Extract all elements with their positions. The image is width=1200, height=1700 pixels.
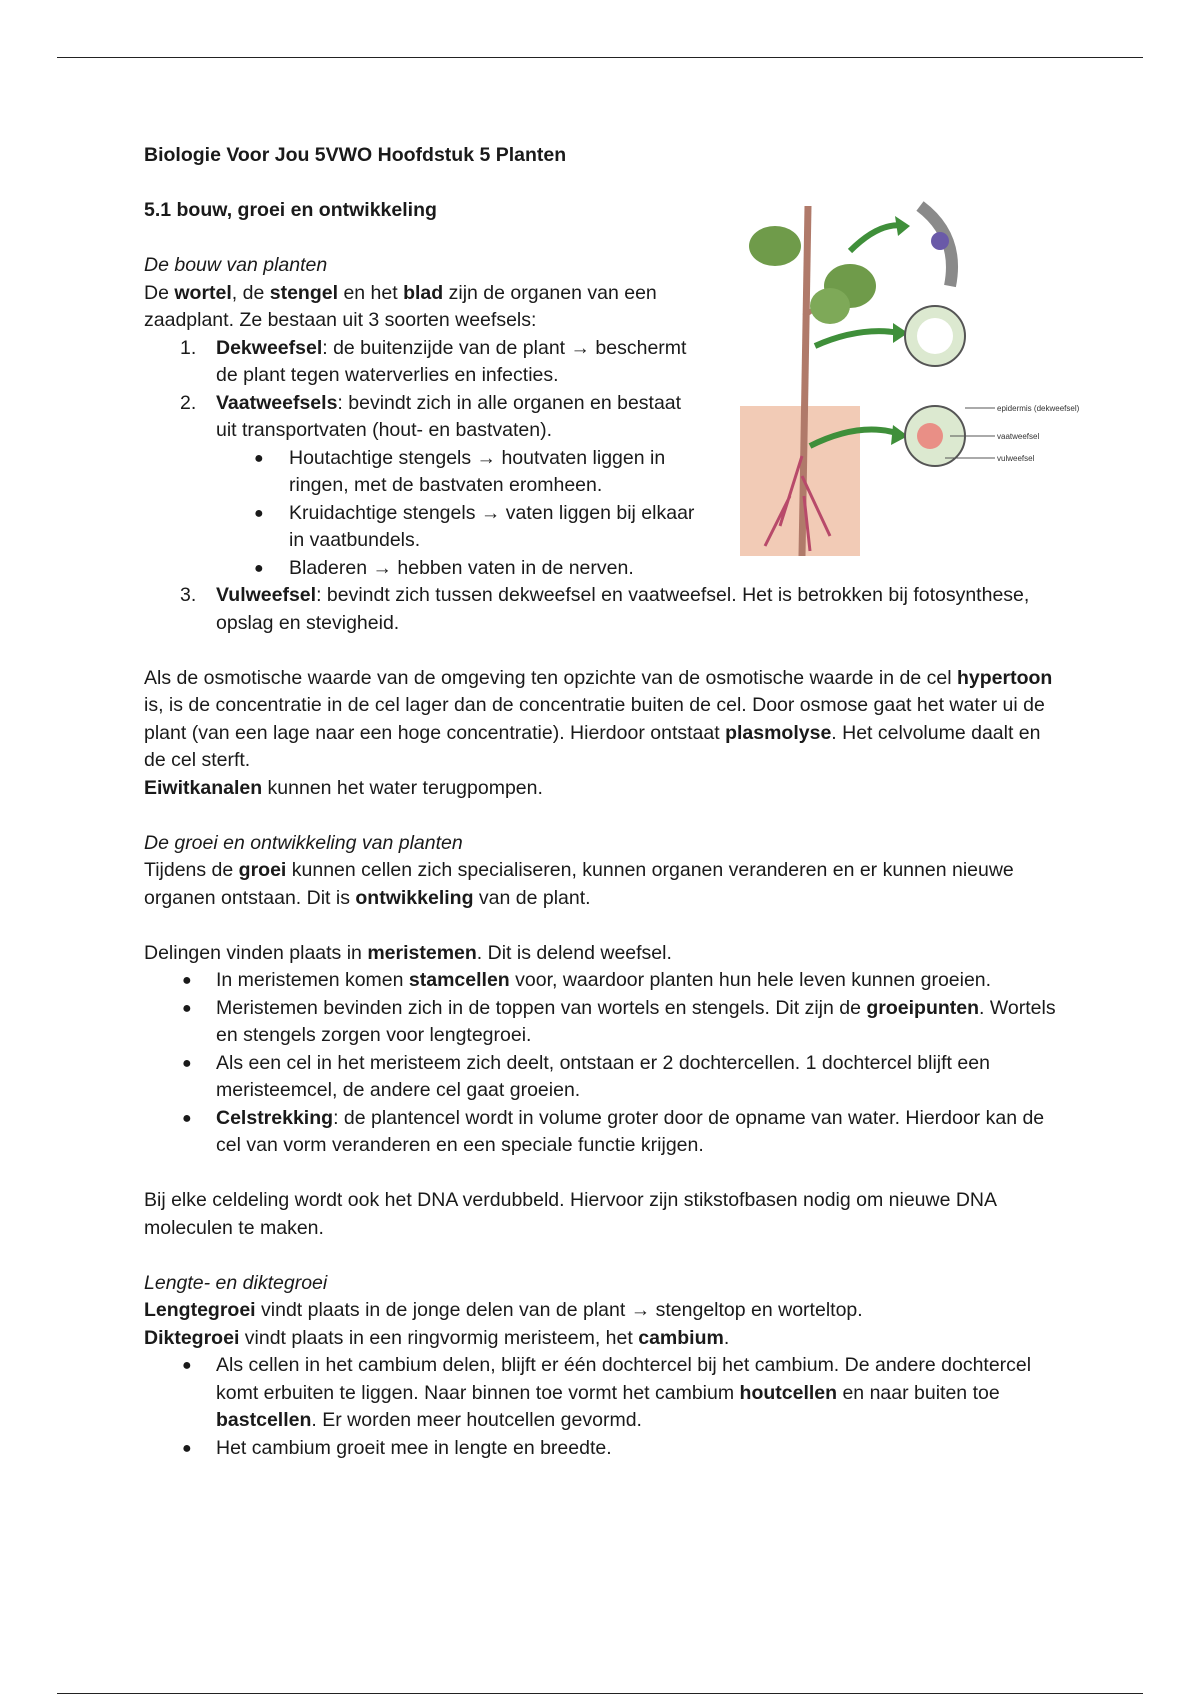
label-vulweefsel: vulweefsel: [997, 454, 1035, 463]
sub-list-item: ● Bladeren → hebben vaten in de nerven.: [254, 556, 634, 579]
diktegroei-line: Diktegroei vindt plaats in een ringvormig meristeem, het cambium.: [144, 1326, 730, 1349]
list-item: 1. Dekweefsel: de buitenzijde van de plant → beschermt de plant tegen waterverlies en infecties.: [180, 336, 687, 386]
leaf: [810, 288, 850, 324]
section-heading: 5.1 bouw, groei en ontwikkeling: [144, 199, 437, 221]
list-item: 2. Vaatweefsels: bevindt zich in alle organen en bestaat uit transportvaten (hout- en bastvaten).: [180, 391, 682, 441]
sub-list-item: ● Kruidachtige stengels → vaten liggen bij elkaar in vaatbundels.: [254, 501, 695, 551]
subheading-groei: De groei en ontwikkeling van planten: [144, 831, 463, 854]
bullet-item: ● Het cambium groeit mee in lengte en breedte.: [182, 1436, 612, 1459]
subheading-bouw: De bouw van planten: [144, 254, 328, 276]
bottom-rule: [57, 1693, 1143, 1694]
list-item: 3. Vulweefsel: bevindt zich tussen dekweefsel en vaatweefsel. Het is betrokken bij fotosynthese, opslag en stevigheid.: [180, 584, 1030, 634]
osmose-paragraph: Als de osmotische waarde van de omgeving ten opzichte van de osmotische waarde in de cel hypertoon is, is de concentratie in de cel lager dan de concentratie buiten de cel. Door osmose gaat het water ui de plant (van een lage naar een hoge concentratie). Hierdoor ontstaat plasmolyse. Het celvolume daalt en de cel sterft. Eiwitkanalen kunnen het water terugpompen.: [144, 666, 1053, 799]
stem-center: [917, 318, 953, 354]
bullet-item: ● In meristemen komen stamcellen voor, waardoor planten hun hele leven kunnen groeien.: [182, 969, 992, 991]
lengtegroei-line: Lengtegroei vindt plaats in de jonge delen van de plant → stengeltop en worteltop.: [144, 1299, 863, 1321]
label-epidermis: epidermis (dekweefsel): [997, 404, 1080, 413]
top-rule: [57, 57, 1143, 58]
arrow-icon: [815, 331, 900, 346]
sub-list-item: ● Houtachtige stengels → houtvaten liggen in ringen, met de bastvaten eromheen.: [254, 446, 666, 496]
label-vaatweefsel: vaatweefsel: [997, 432, 1040, 441]
bullet-item: ● Als een cel in het meristeem zich deelt, ontstaan er 2 dochtercellen. 1 dochtercel blijft een meristeemcel, de andere cel gaat groeien.: [182, 1051, 990, 1101]
groei-paragraph: Tijdens de groei kunnen cellen zich specialiseren, kunnen organen veranderen en er kunnen nieuwe organen ontstaan. Dit is ontwikkeling van de plant.: [144, 859, 1014, 909]
vascular-bundle: [931, 232, 949, 250]
delingen-paragraph: Delingen vinden plaats in meristemen. Dit is delend weefsel.: [144, 941, 672, 964]
plant-anatomy-figure: [730, 196, 1095, 561]
root-vascular-core: [917, 423, 943, 449]
arrow-icon: [895, 216, 910, 236]
arrow-icon: [850, 225, 905, 251]
bouw-intro: De wortel, de stengel en het blad zijn de organen van een zaadplant. Ze bestaan uit 3 soorten weefsels:: [144, 281, 657, 331]
doc-title: Biologie Voor Jou 5VWO Hoofdstuk 5 Planten: [144, 144, 567, 166]
leaf: [749, 226, 801, 266]
bullet-item: ● Celstrekking: de plantencel wordt in volume groter door de opname van water. Hierdoor kan de cel van vorm veranderen en een speciale functie krijgen.: [182, 1106, 1045, 1156]
bullet-item: ● Meristemen bevinden zich in de toppen van wortels en stengels. Dit zijn de groeipunten. Wortels en stengels zorgen voor lengtegroei.: [182, 996, 1056, 1046]
dna-paragraph: Bij elke celdeling wordt ook het DNA verdubbeld. Hiervoor zijn stikstofbasen nodig om nieuwe DNA moleculen te maken.: [144, 1189, 996, 1239]
bullet-item: ● Als cellen in het cambium delen, blijft er één dochtercel bij het cambium. De andere dochtercel komt erbuiten te liggen. Naar binnen toe vormt het cambium houtcellen en naar buiten toe bastcellen. Er worden meer houtcellen gevormd.: [182, 1354, 1032, 1431]
subheading-lengte: Lengte- en diktegroei: [144, 1271, 328, 1294]
